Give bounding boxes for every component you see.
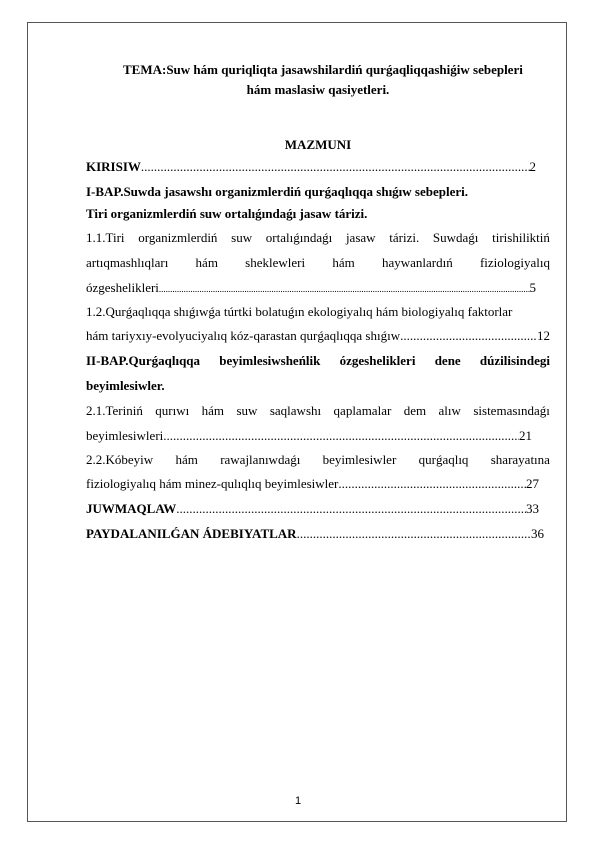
toc-page-number: 2 — [529, 159, 536, 174]
word: organizmlerdiń — [138, 230, 218, 245]
word: jasaw — [345, 230, 376, 245]
toc-page-number: 21 — [519, 428, 532, 443]
toc-page-number: 12 — [537, 328, 550, 343]
word: hám — [195, 255, 218, 270]
word: haywanlardıń — [381, 255, 453, 270]
word: dúzilisindegi — [479, 353, 550, 368]
word: hám — [332, 255, 355, 270]
word: dene — [434, 353, 461, 368]
toc-page-number: 36 — [531, 526, 544, 541]
toc-chapter-2-title[interactable] — [86, 353, 550, 369]
word: sheklewleri — [245, 255, 306, 270]
word: Suwdaǵı — [432, 230, 479, 245]
toc-entry-references[interactable] — [86, 526, 544, 542]
document-title-line-1: TEMA:Suw hám quriqliqta jasawshilardiń qurǵaqliqqashiǵiw sebepleri — [123, 62, 523, 77]
toc-entry-label: beyimlesiwleri — [86, 428, 164, 443]
toc-section-1-2-line-1[interactable]: 1.2.Qurǵaqlıqqa shıǵıwǵa túrtki bolatuǵın ekologiyalıq hám biologiyalıq faktorlar — [86, 304, 513, 319]
leader-dots — [400, 328, 537, 344]
toc-section-2-2-line-2[interactable] — [86, 476, 539, 492]
toc-chapter-2-title-cont[interactable]: beyimlesiwler. — [86, 378, 165, 393]
toc-entry-label: fiziologiyalıq hám minez-qulıqlıq beyimlesiwler — [86, 476, 339, 491]
toc-chapter-1-title[interactable]: I-BAP.Suwda jasawshı organizmlerdiń qurǵaqlıqqa shıǵıw sebepleri. — [86, 184, 469, 199]
toc-section-2-1-line-1[interactable] — [86, 403, 550, 419]
word: dem — [403, 403, 427, 418]
word: rawajlanıwdaǵı — [220, 452, 301, 467]
word: qurıwı — [155, 403, 190, 418]
leader-dots — [141, 159, 530, 175]
toc-entry-label: KIRISIW — [86, 159, 141, 174]
word: tirishiliktiń — [492, 230, 550, 245]
toc-section-2-1-line-2[interactable] — [86, 428, 532, 444]
toc-entry-label: ózgeshelikleri — [86, 280, 159, 295]
word: artıqmashlıqları — [86, 255, 169, 270]
word: tárizi. — [389, 230, 420, 245]
word: beyimlesiwler — [322, 452, 397, 467]
document-title-line-2: hám maslasiw qasiyetleri. — [246, 82, 390, 97]
word: hám — [201, 403, 225, 418]
word: fiziologiyalıq — [479, 255, 550, 270]
word: saqlawshı — [269, 403, 322, 418]
toc-section-1-1-line-2[interactable] — [86, 255, 550, 271]
word: 1.1.Tiri — [86, 230, 125, 245]
toc-section-1-1-line-3[interactable] — [86, 280, 536, 297]
toc-entry-label: JUWMAQLAW — [86, 501, 177, 516]
toc-page-number: 33 — [526, 501, 539, 516]
word: ortalıǵındaǵı — [265, 230, 333, 245]
toc-heading: MAZMUNI — [284, 137, 352, 152]
word: sistemasındaǵı — [473, 403, 550, 418]
toc-page-number: 5 — [529, 280, 536, 295]
word: sharayatına — [490, 452, 550, 467]
word: 2.2.Kóbeyiw — [86, 452, 154, 467]
word: ózgeshelikleri — [339, 353, 416, 368]
word: qaplamalar — [333, 403, 392, 418]
toc-section-1-2-line-2[interactable] — [86, 328, 550, 344]
toc-entry-juwmaqlaw[interactable] — [86, 501, 539, 517]
toc-chapter-1-subtitle[interactable]: Tiri organizmlerdiń suw ortalıǵındaǵı jasaw tárizi. — [86, 206, 368, 221]
toc-entry-label: hám tariyxıy-evolyuciyalıq kóz-qarastan qurǵaqlıqqa shıǵıw — [86, 328, 401, 343]
word: beyimlesiwsheńlik — [219, 353, 321, 368]
word: alıw — [438, 403, 461, 418]
word: suw — [231, 230, 253, 245]
toc-entry-kirisiw[interactable] — [86, 159, 536, 175]
leader-dots — [159, 280, 530, 297]
leader-dots — [176, 501, 526, 517]
toc-page-number: 27 — [526, 476, 539, 491]
word: hám — [175, 452, 198, 467]
leader-dots — [163, 428, 519, 444]
word: 2.1.Teriniń — [86, 403, 143, 418]
toc-section-1-1-line-1[interactable] — [86, 230, 550, 246]
page-number: 1 — [294, 795, 302, 807]
toc-entry-label: PAYDALANILǴAN ÁDEBIYATLAR — [86, 526, 297, 541]
leader-dots — [297, 526, 531, 542]
word: suw — [236, 403, 258, 418]
leader-dots — [338, 476, 526, 492]
toc-section-2-2-line-1[interactable] — [86, 452, 550, 468]
word: qurǵaqlıq — [418, 452, 469, 467]
word: II-BAP.Qurǵaqlıqqa — [86, 353, 201, 368]
